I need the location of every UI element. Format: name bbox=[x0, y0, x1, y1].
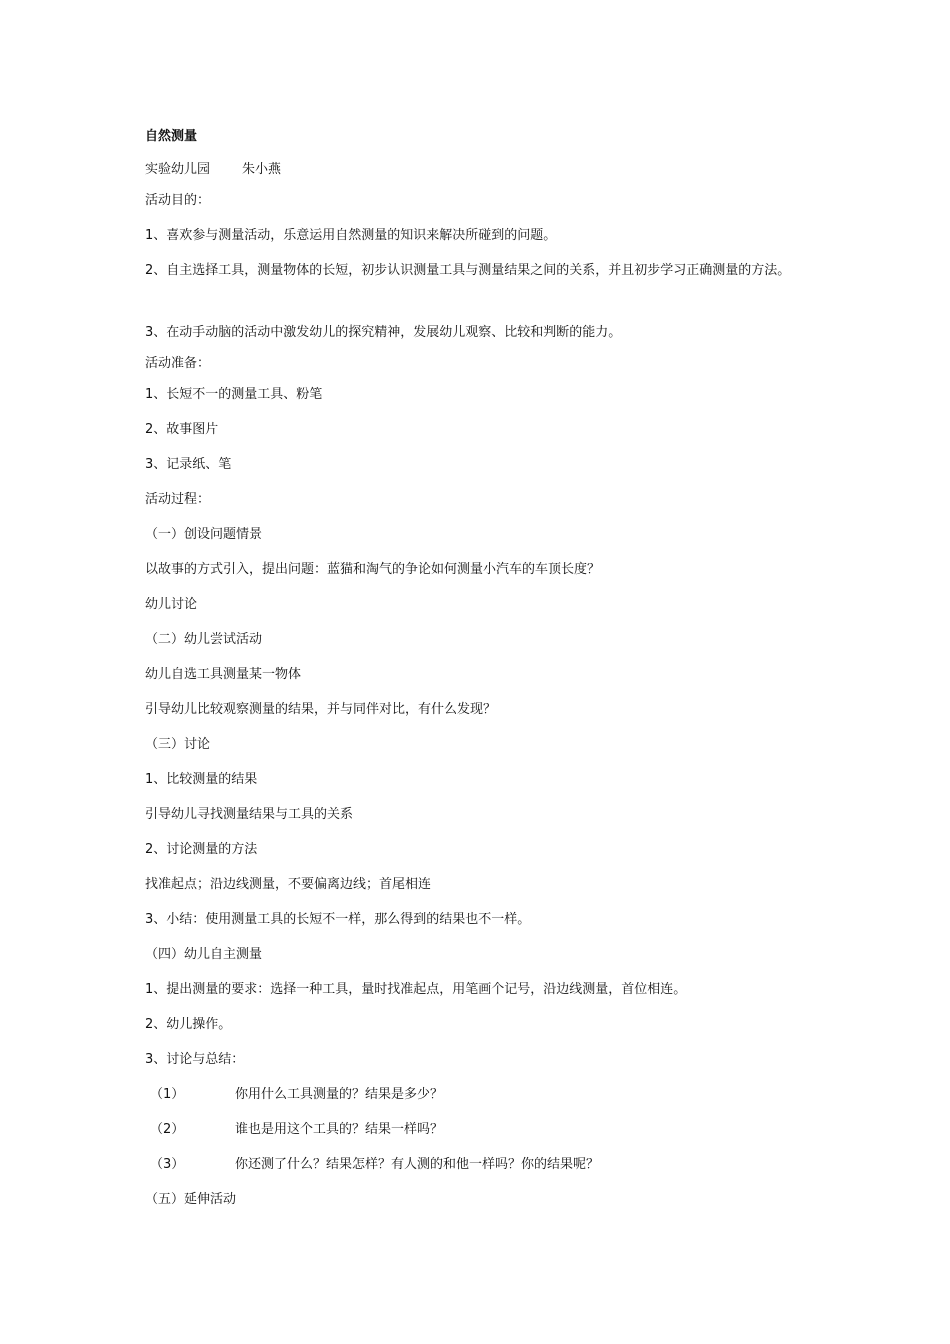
process-line: 找准起点；沿边线测量，不要偏离边线；首尾相连 bbox=[145, 877, 432, 892]
process-line: 1、提出测量的要求：选择一种工具，量时找准起点，用笔画个记号，沿边线测量，首位相连。 bbox=[145, 982, 687, 997]
goal-item: 2、自主选择工具，测量物体的长短，初步认识测量工具与测量结果之间的关系，并且初步学习正确测量的方法。 bbox=[145, 263, 791, 278]
process-line: 以故事的方式引入，提出问题：蓝猫和淘气的争论如何测量小汽车的车顶长度？ bbox=[145, 562, 601, 577]
school-name: 实验幼儿园 bbox=[145, 162, 211, 177]
process-line: （一）创设问题情景 bbox=[145, 527, 263, 542]
prep-item: 3、记录纸、笔 bbox=[145, 457, 232, 472]
process-line: 3、小结：使用测量工具的长短不一样，那么得到的结果也不一样。 bbox=[145, 912, 531, 927]
process-line: （三）讨论 bbox=[145, 737, 211, 752]
process-line: 引导幼儿寻找测量结果与工具的关系 bbox=[145, 807, 354, 822]
process-line: 2、幼儿操作。 bbox=[145, 1017, 232, 1032]
question-item bbox=[145, 1120, 815, 1155]
question-item bbox=[145, 1085, 815, 1120]
document-body bbox=[145, 127, 815, 1225]
question-number: （2） bbox=[150, 1122, 185, 1137]
process-line: 1、比较测量的结果 bbox=[145, 772, 258, 787]
question-number: （1） bbox=[150, 1087, 185, 1102]
document-title: 自然测量 bbox=[145, 129, 198, 144]
question-text: 你用什么工具测量的？结果是多少？ bbox=[235, 1087, 444, 1102]
process-line: 引导幼儿比较观察测量的结果，并与同伴对比，有什么发现？ bbox=[145, 702, 497, 717]
question-text: 谁也是用这个工具的？结果一样吗？ bbox=[235, 1122, 444, 1137]
section-heading-goals: 活动目的： bbox=[145, 193, 211, 208]
process-line: 3、讨论与总结： bbox=[145, 1052, 245, 1067]
byline bbox=[145, 160, 815, 191]
section-heading-preparation: 活动准备： bbox=[145, 356, 211, 371]
question-number: （3） bbox=[150, 1157, 185, 1172]
process-line: 幼儿自选工具测量某一物体 bbox=[145, 667, 302, 682]
process-line: （二）幼儿尝试活动 bbox=[145, 632, 263, 647]
question-text: 你还测了什么？结果怎样？有人测的和他一样吗？你的结果呢？ bbox=[235, 1157, 600, 1172]
goal-item: 3、在动手动脑的活动中激发幼儿的探究精神，发展幼儿观察、比较和判断的能力。 bbox=[145, 325, 622, 340]
process-line: 幼儿讨论 bbox=[145, 597, 198, 612]
process-line: 2、讨论测量的方法 bbox=[145, 842, 258, 857]
section-heading-process: 活动过程： bbox=[145, 492, 211, 507]
process-line: （四）幼儿自主测量 bbox=[145, 947, 263, 962]
goal-item: 1、喜欢参与测量活动，乐意运用自然测量的知识来解决所碰到的问题。 bbox=[145, 228, 557, 243]
prep-item: 2、故事图片 bbox=[145, 422, 219, 437]
author-name: 朱小燕 bbox=[242, 162, 282, 177]
process-line: （五）延伸活动 bbox=[145, 1192, 237, 1207]
prep-item: 1、长短不一的测量工具、粉笔 bbox=[145, 387, 323, 402]
question-item bbox=[145, 1155, 815, 1190]
